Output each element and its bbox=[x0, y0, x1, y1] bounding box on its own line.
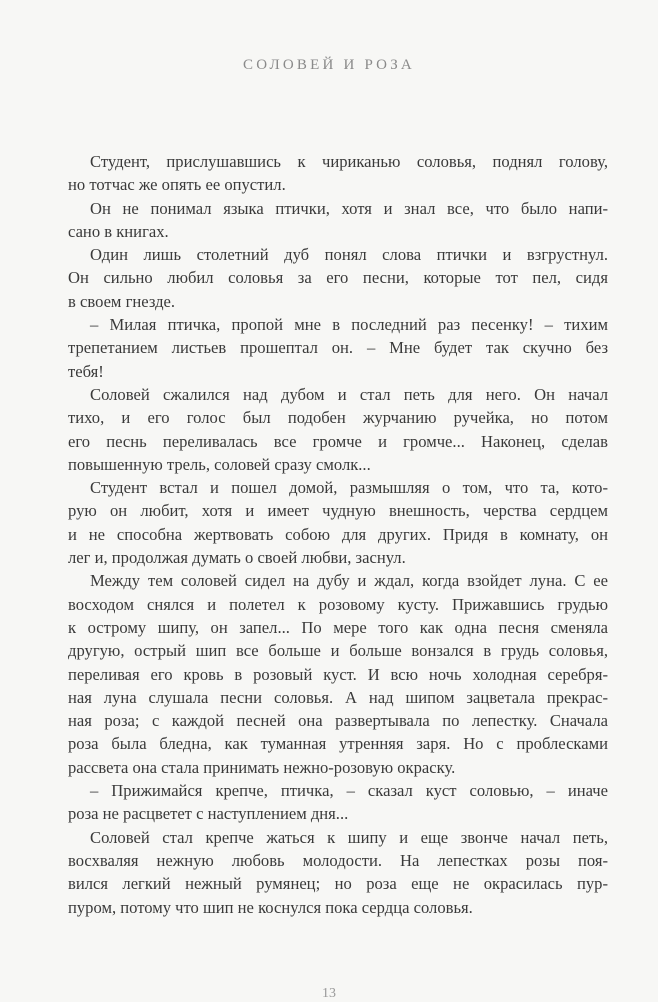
text-line: – Прижимайся крепче, птичка, – сказал куст соловью, – иначе bbox=[90, 781, 608, 801]
text-line: лег и, продолжая думать о своей любви, заснул. bbox=[68, 548, 406, 568]
text-line: – Милая птичка, пропой мне в последний раз песенку! – тихим bbox=[90, 315, 608, 335]
text-line: его песнь переливалась все громче и громче... Наконец, сделав bbox=[68, 431, 608, 451]
text-line: и не способна жертвовать собою для других. Придя в комнату, он bbox=[68, 524, 608, 544]
paragraph bbox=[68, 779, 608, 826]
body-text bbox=[68, 150, 608, 919]
text-line: Один лишь столетний дуб понял слова птички и взгрустнул. bbox=[90, 245, 608, 265]
paragraph bbox=[68, 313, 608, 383]
text-line: Он сильно любил соловья за его песни, которые тот пел, сидя bbox=[68, 268, 608, 288]
text-line: сано в книгах. bbox=[68, 221, 169, 241]
text-line: Соловей сжалился над дубом и стал петь для него. Он начал bbox=[90, 384, 608, 404]
text-line: пуром, потому что шип не коснулся пока сердца соловья. bbox=[68, 897, 473, 917]
text-line: рассвета она стала принимать нежно-розовую окраску. bbox=[68, 757, 456, 777]
text-line: переливая его кровь в розовый куст. И всю ночь холодная серебря- bbox=[68, 664, 608, 684]
paragraph bbox=[68, 826, 608, 919]
text-line: повышенную трель, соловей сразу смолк... bbox=[68, 454, 371, 474]
paragraph bbox=[68, 150, 608, 197]
text-line: восходом снялся и полетел к розовому кусту. Прижавшись грудью bbox=[68, 594, 608, 614]
text-line: роза была бледна, как туманная утренняя заря. Но с проблесками bbox=[68, 734, 608, 754]
text-line: но тотчас же опять ее опустил. bbox=[68, 175, 286, 195]
text-line: Студент, прислушавшись к чириканью соловья, поднял голову, bbox=[90, 152, 608, 171]
text-line: Он не понимал языка птички, хотя и знал все, что было напи- bbox=[90, 198, 608, 218]
text-line: тихо, и его голос был подобен журчанию ручейка, но потом bbox=[68, 408, 608, 428]
paragraph bbox=[68, 569, 608, 779]
text-line: рую он любит, хотя и имеет чудную внешность, черства сердцем bbox=[68, 501, 608, 521]
text-line: в своем гнезде. bbox=[68, 291, 176, 311]
text-line: тебя! bbox=[68, 361, 104, 381]
text-line: другую, острый шип все больше и больше вонзался в грудь соловья, bbox=[68, 641, 608, 661]
text-line: Между тем соловей сидел на дубу и ждал, когда взойдет луна. С ее bbox=[90, 571, 608, 591]
text-line: ная роза; с каждой песней она развертывала по лепестку. Сначала bbox=[68, 711, 608, 731]
text-line: трепетанием листьев прошептал он. – Мне будет так скучно без bbox=[68, 338, 608, 358]
text-line: роза не расцветет с наступлением дня... bbox=[68, 804, 349, 824]
paragraph bbox=[68, 243, 608, 313]
running-title: СОЛОВЕЙ И РОЗА bbox=[243, 57, 415, 73]
paragraph bbox=[68, 476, 608, 569]
text-line: к острому шипу, он запел... По мере того как одна песня сменяла bbox=[68, 617, 608, 637]
text-line: вился легкий нежный румянец; но роза еще не окрасилась пур- bbox=[68, 874, 608, 894]
text-line: Студент встал и пошел домой, размышляя о том, что та, кото- bbox=[90, 478, 608, 498]
text-line: восхваляя нежную любовь молодости. На лепестках розы поя- bbox=[68, 850, 608, 870]
paragraph bbox=[68, 197, 608, 244]
paragraph bbox=[68, 383, 608, 476]
page-number: 13 bbox=[322, 986, 336, 1001]
text-line: Соловей стал крепче жаться к шипу и еще звонче начал петь, bbox=[90, 827, 608, 847]
text-line: ная луна слушала песни соловья. А над шипом зацветала прекрас- bbox=[68, 687, 608, 707]
